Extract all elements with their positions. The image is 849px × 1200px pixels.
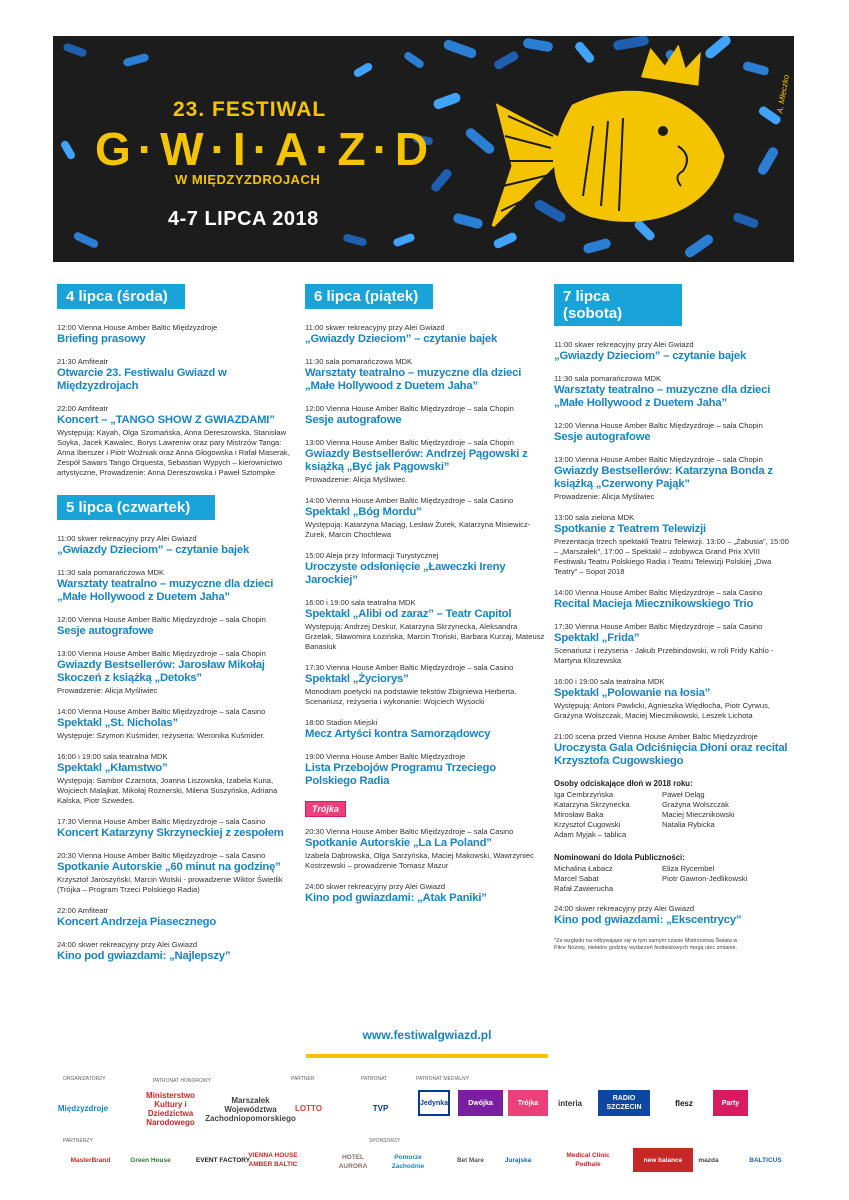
event-meta: 24:00 skwer rekreacyjny przy Alei Gwiazd [554,904,695,913]
event-meta: 19:00 Vienna House Amber Baltic Międzyzdroje [305,752,466,761]
person-name: Paweł Deląg [662,790,705,799]
event-title: Sesje autografowe [57,625,154,637]
sponsor-logo: flesz [675,1098,693,1108]
event-description: Prezentacja trzech spektakli Teatru Telewizji. 13:00 – „Żabusia”, 15:00 – „Marszałek”, 17:00 – Spektakl – zdobywca Grand Prix XVIII Festiwalu Teatru Polskiego Radia i Teatru Telewizji Polskiej „Dwa Teatry” – Sopot 2018 [554,537,789,576]
event-meta: 16:00 i 19:00 sala teatralna MDK [554,677,665,686]
festival-name: G·W·I·A·Z·D [95,123,436,175]
event-item [554,904,794,927]
event-description: Monodram poetycki na podstawie tekstów Zbigniewa Herberta. Scenariusz, reżyseria i wykonanie: Wojciech Wysocki [305,687,517,706]
sponsor-logo: Jurajska [504,1156,532,1164]
sponsor-logo: EVENT FACTORY [195,1156,251,1164]
festival-banner [53,36,794,262]
event-title: Kino pod gwiazdami: „Ekscentrycy” [554,914,742,926]
event-meta: 14:00 Vienna House Amber Baltic Międzyzdroje – sala Casino [554,588,763,597]
event-description: Izabela Dąbrowska, Olga Sarzyńska, Maciej Makowski, Wawrzyniec Kostrzewski – prowadzenie Tomasz Mazur [305,851,534,870]
event-description: Występują: Katarzyna Maciąg, Lesław Żurek, Katarzyna Misiewicz-Żurek, Marcin Chochlewa [305,520,531,539]
event-item [305,718,545,741]
event-title: Gwiazdy Bestsellerów: Jarosław Mikołaj Skoczeń z książką „Detoks” [57,659,265,684]
sponsor-logo: VIENNA HOUSE AMBER BALTIC [248,1152,298,1168]
event-title: Briefing prasowy [57,333,146,345]
person-name: Grażyna Wolszczak [662,800,729,809]
event-meta: 14:00 Vienna House Amber Baltic Międzyzdroje – sala Casino [305,496,514,505]
event-item [305,598,545,652]
person-name [662,884,792,894]
day-header: 7 lipca (sobota) [554,284,682,326]
event-list [57,323,297,478]
event-meta: 12:00 Vienna House Amber Baltic Międzyzdroje [57,323,218,332]
schedule-column-3 [554,284,794,952]
event-meta: 13:00 Vienna House Amber Baltic Międzyzdroje – sala Chopin [554,455,763,464]
label-media: PATRONAT MEDIALNY [416,1076,469,1082]
event-meta: 14:00 Vienna House Amber Baltic Międzyzdroje – sala Casino [57,707,266,716]
person-name [662,830,792,840]
label-patronage: PATRONAT [361,1076,388,1082]
festival-place: W MIĘDZYZDROJACH [175,172,321,187]
event-title: Lista Przebojów Programu Trzeciego Polskiego Radia [305,762,496,787]
event-item [554,732,794,768]
event-title: Sesje autografowe [305,414,402,426]
sponsor-logo: Medical Clinic Podhale [566,1152,610,1168]
event-item [554,677,794,721]
sponsor-logo: BALTICUS [749,1156,782,1164]
event-meta: 11:30 sala pomarańczowa MDK [554,374,662,383]
person-name: Maciej Miecznikowski [662,810,735,819]
festival-edition: 23. FESTIWAL [173,98,327,121]
event-meta: 16:00 i 19:00 sala teatralna MDK [305,598,416,607]
event-meta: 21:00 scena przed Vienna House Amber Baltic Międzyzdroje [554,732,758,741]
sponsors-area [53,1068,794,1188]
event-item [57,568,297,604]
event-list [305,323,545,788]
event-meta: 12:00 Vienna House Amber Baltic Międzyzdroje – sala Chopin [554,421,763,430]
sponsor-logo: Party [713,1090,748,1116]
event-description: Prowadzenie: Alicja Myśliwiec [554,492,655,501]
event-title: Spotkanie z Teatrem Telewizji [554,523,706,535]
event-title: Mecz Artyści kontra Samorządowcy [305,728,491,740]
event-meta: 12:00 Vienna House Amber Baltic Międzyzdroje – sala Chopin [57,615,266,624]
event-meta: 24:00 skwer rekreacyjny przy Alei Gwiazd [57,940,198,949]
event-item [554,455,794,502]
event-title: Spektakl „Frida” [554,632,640,644]
sponsor-logo: Green House [130,1156,171,1164]
event-item [57,752,297,806]
person-name: Natalia Rybicka [662,820,715,829]
event-meta: 20:30 Vienna House Amber Baltic Międzyzdroje – sala Casino [57,851,266,860]
event-meta: 11:00 skwer rekreacyjny przy Alei Gwiazd [554,340,694,349]
event-description: Występują: Antoni Pawlicki, Agnieszka Więdłocha, Piotr Cyrwus, Grażyna Wolszczak, Maciej Miecznikowski, Leszek Lichota [554,701,771,720]
event-meta: 22:00 Amfiteatr [57,404,109,413]
event-title: Gwiazdy Bestsellerów: Andrzej Pągowski z książką „Być jak Pągowski” [305,448,528,473]
event-title: Spotkanie Autorskie „La La Poland” [305,837,492,849]
event-description: Scenariusz i reżyseria - Jakub Przebindowski, w roli Fridy Kahlo - Martyna Kliszewska [554,646,774,665]
event-meta: 13:00 sala zielona MDK [554,513,635,522]
trojka-logo: Trójka [305,801,346,817]
event-item [305,882,545,905]
sponsor-logo: TVP [372,1103,389,1113]
event-item [554,421,794,444]
event-title: Kino pod gwiazdami: „Atak Paniki” [305,892,487,904]
event-meta: 18:00 Stadion Miejski [305,718,378,727]
event-item [57,851,297,895]
event-meta: 22:00 Amfiteatr [57,906,109,915]
sponsor-logo: Bel Mare [456,1156,485,1164]
handprints-heading: Osoby odciskające dłoń w 2018 roku: [554,779,693,788]
event-list [554,340,794,768]
day-header: 4 lipca (środa) [57,284,185,309]
event-item [57,323,297,346]
nominees-list [554,864,794,894]
event-title: Spektakl „Kłamstwo” [57,762,168,774]
event-title: Gwiazdy Bestsellerów: Katarzyna Bonda z książką „Czerwony Pająk” [554,465,773,490]
event-title: Spotkanie Autorskie „60 minut na godzinę” [57,861,281,873]
event-description: Występuje: Szymon Kuśmider, reżyseria: Weronika Kuśmider. [57,731,265,740]
person-name: Michalina Łabacz [554,864,613,873]
label-partners: PARTNERZY [63,1138,93,1144]
sponsor-logo: Marszałek Województwa Zachodniopomorskiego [205,1095,296,1123]
event-meta: 21:30 Amfiteatr [57,357,109,366]
event-item [305,752,545,788]
event-item [305,827,545,871]
event-item [305,663,545,707]
event-meta: 12:00 Vienna House Amber Baltic Międzyzdroje – sala Chopin [305,404,514,413]
sponsor-logo: new balance [633,1148,693,1172]
event-item [554,622,794,666]
event-item [305,323,545,346]
sponsor-logo: MasterBrand [70,1156,111,1164]
sponsor-logo: Trójka [508,1090,548,1116]
event-title: Spektakl „Alibi od zaraz” – Teatr Capitol [305,608,512,620]
day-header: 6 lipca (piątek) [305,284,433,309]
event-title: Sesje autografowe [554,431,651,443]
event-description: Prowadzenie: Alicja Myśliwiec [57,686,158,695]
person-name: Eliza Rycembel [662,864,715,873]
event-meta: 11:00 skwer rekreacyjny przy Alei Gwiazd [305,323,445,332]
event-title: Kino pod gwiazdami: „Najlepszy” [57,950,231,962]
nominees-heading: Nominowani do Idola Publiczności: [554,853,685,862]
event-meta: 17:30 Vienna House Amber Baltic Międzyzdroje – sala Casino [305,663,514,672]
event-item [554,374,794,410]
event-item [305,496,545,540]
sponsor-logo: LOTTO [295,1103,322,1113]
event-meta: 20:30 Vienna House Amber Baltic Międzyzdroje – sala Casino [305,827,514,836]
event-title: Uroczysta Gala Odciśnięcia Dłoni oraz recital Krzysztofa Cugowskiego [554,742,788,767]
event-item [57,615,297,638]
sponsor-logo: interia [557,1098,582,1108]
website-link[interactable]: www.festiwalgwiazd.pl [362,1027,492,1042]
event-title: Koncert Andrzeja Piasecznego [57,916,217,928]
event-item [305,438,545,485]
handprints-list [554,790,794,840]
event-title: Warsztaty teatralno – muzyczne dla dzieci „Małe Hollywood z Duetem Jaha” [305,367,522,392]
person-name: Mirosław Baka [554,810,604,819]
sponsor-logo: Jedynka [418,1090,450,1116]
event-title: Uroczyste odsłonięcie „Ławeczki Ireny Jarockiej” [305,561,506,586]
event-description: Występują: Sambor Czarnota, Joanna Liszowska, Izabela Kuna, Wojciech Malajkat, Mikołaj Roznerski, Milena Suszyńska, Adriana Kalska, Piotr Szwedes. [57,776,278,805]
artist-signature: A. Mleczko [775,74,791,115]
person-name: Marcel Sabat [554,874,599,883]
person-name: Krzysztof Cugowski [554,820,621,829]
event-title: Warsztaty teatralno – muzyczne dla dzieci „Małe Hollywood z Duetem Jaha” [57,578,274,603]
event-description: Występują: Andrzej Deskur, Katarzyna Skrzynecka, Aleksandra Grzelak, Sławomira Łozińska, Marcin Troński, Barbara Kurzaj, Mateusz Banasiuk [305,622,545,651]
event-item [57,940,297,963]
label-organizers: ORGANIZATORZY [63,1076,106,1082]
schedule-column-1 [57,284,297,974]
event-title: „Gwiazdy Dzieciom” – czytanie bajek [57,544,250,556]
event-list [305,827,545,905]
event-item [57,707,297,741]
person-name: Iga Cembrzyńska [554,790,614,799]
event-title: Koncert Katarzyny Skrzyneckiej z zespołem [57,827,284,839]
sponsor-logo: Ministerstwo Kultury i Dziedzictwa Narodowego [146,1091,195,1127]
day-header: 5 lipca (czwartek) [57,495,215,520]
event-meta: 11:30 sala pomarańczowa MDK [305,357,413,366]
sponsor-logo: Międzyzdroje [57,1103,109,1113]
festival-dates: 4-7 LIPCA 2018 [168,208,319,230]
person-name: Katarzyna Skrzynecka [554,800,630,809]
event-meta: 17:30 Vienna House Amber Baltic Międzyzdroje – sala Casino [554,622,763,631]
event-list [57,534,297,963]
person-name: Adam Myjak – tablica [554,830,627,839]
event-item [554,340,794,363]
sponsor-logo: mazda [698,1156,719,1164]
label-honorary: PATRONAT HONOROWY [153,1078,211,1084]
sponsor-logo: RADIO SZCZECIN [598,1090,650,1116]
event-item [554,513,794,577]
event-meta: 24:00 skwer rekreacyjny przy Alei Gwiazd [305,882,446,891]
label-partner: PARTNER [291,1076,315,1082]
sponsor-logo: HOTEL AURORA [338,1154,368,1170]
sponsor-logo: Dwójka [458,1090,503,1116]
event-meta: 11:00 skwer rekreacyjny przy Alei Gwiazd [57,534,197,543]
event-description: Prowadzenie: Alicja Myśliwiec [305,475,406,484]
event-title: „Gwiazdy Dzieciom” – czytanie bajek [305,333,498,345]
event-title: Warsztaty teatralno – muzyczne dla dzieci „Małe Hollywood z Duetem Jaha” [554,384,771,409]
event-item [554,588,794,611]
event-title: Spektakl „Polowanie na łosia” [554,687,711,699]
event-item [57,534,297,557]
event-item [57,404,297,478]
website-box [306,1015,548,1058]
event-meta: 13:00 Vienna House Amber Baltic Międzyzdroje – sala Chopin [57,649,266,658]
person-name: Rafał Zawierucha [554,884,614,893]
event-meta: 17:30 Vienna House Amber Baltic Międzyzdroje – sala Casino [57,817,266,826]
event-title: Spektakl „Bóg Mordu” [305,506,422,518]
event-item [305,357,545,393]
event-title: Spektakl „St. Nicholas” [57,717,178,729]
event-item [57,817,297,840]
event-item [305,404,545,427]
event-item [57,649,297,696]
event-title: Otwarcie 23. Festiwalu Gwiazd w Międzyzdrojach [57,367,227,392]
event-title: Recital Macieja Miecznikowskiego Trio [554,598,754,610]
event-description: Krzysztof Jaroszyński, Marcin Wolski - prowadzenie Wiktor Świetlik (Trójka – Program Trzeci Polskiego Radia) [57,875,283,894]
event-title: Koncert – „TANGO SHOW Z GWIAZDAMI” [57,414,275,426]
event-meta: 13:00 Vienna House Amber Baltic Międzyzdroje – sala Chopin [305,438,514,447]
label-sponsors: SPONSORZY [369,1138,401,1144]
event-title: Spektakl „Życiorys” [305,673,409,685]
person-name: Piotr Gawron-Jedlikowski [662,874,748,883]
footnote: *Ze względu na odbywające się w tym samym czasie Mistrzostwa Świata w Piłce Nożnej, niektóre godziny wydarzeń festiwalowych mogą ulec zmianie. [554,938,738,951]
event-meta: 15:00 Aleja przy Informacji Turystycznej [305,551,439,560]
event-item [57,906,297,929]
schedule-column-2 [305,284,545,916]
event-title: „Gwiazdy Dzieciom” – czytanie bajek [554,350,747,362]
event-meta: 11:30 sala pomarańczowa MDK [57,568,165,577]
event-meta: 16:00 i 19:00 sala teatralna MDK [57,752,168,761]
fish-illustration [493,48,723,226]
event-description: Występują: Kayah, Olga Szomańska, Anna Dereszowska, Stanisław Soyka, Jacek Kawalec, Borys Lawreniw oraz pary Mistrzów Tanga: Anna Iberszer i Piotr Woźniak oraz Anna Głogowska i Rafał Maserak, Zespół Sawars Tango Orquesta, Sebastian Wypych – kierownictwo artystyczne, Prowadzenie: Anna Dereszowska i Paweł Sztompke [57,428,290,477]
sponsor-logo: Pomorze Zachodnie [391,1154,425,1170]
event-item [57,357,297,393]
event-item [305,551,545,587]
